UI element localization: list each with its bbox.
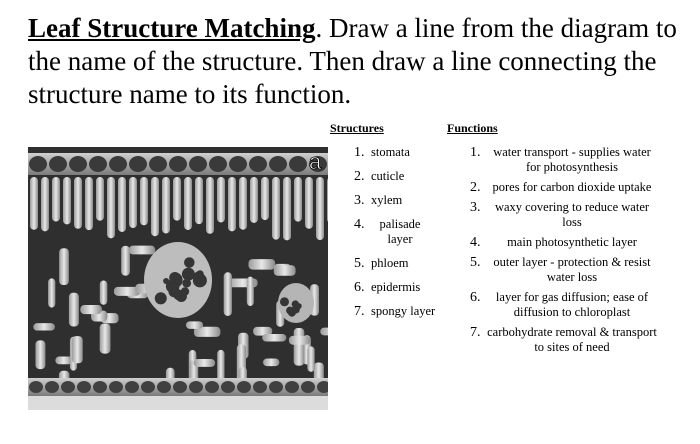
- palisade-cell: [63, 177, 71, 224]
- palisade-cell: [162, 177, 170, 233]
- vessel-cell: [292, 300, 299, 307]
- spongy-cell: [72, 336, 83, 363]
- structure-item: 5. phloem: [354, 256, 461, 271]
- structure-name: phloem: [371, 256, 409, 270]
- vessel-cell: [182, 268, 195, 281]
- spongy-cell: [193, 359, 215, 367]
- palisade-cell: [107, 177, 115, 238]
- palisade-cell: [85, 177, 93, 230]
- function-item: 5. outer layer - protection & resist water loss: [470, 255, 670, 285]
- epidermis-cell: [149, 156, 167, 172]
- epidermis-cell: [229, 156, 247, 172]
- spongy-cell: [129, 246, 155, 255]
- function-item: 6. layer for gas diffusion; ease of diffusion to chloroplast: [470, 290, 670, 320]
- spongy-cell: [294, 328, 305, 366]
- palisade-cell: [173, 177, 181, 221]
- spongy-cell: [59, 248, 69, 285]
- vessel-cell: [280, 297, 289, 306]
- vessel-cell: [182, 279, 191, 288]
- function-item: 3. waxy covering to reduce water loss: [470, 200, 670, 230]
- vascular-bundle: [144, 242, 212, 318]
- epidermis-cell: [157, 381, 171, 393]
- spongy-cell: [224, 272, 232, 316]
- structure-name: stomata: [371, 145, 410, 159]
- epidermis-cell: [29, 156, 47, 172]
- function-text: outer layer - protection & resist water loss: [493, 255, 651, 284]
- palisade-cell: [140, 177, 148, 225]
- spongy-cell: [248, 259, 275, 269]
- epidermis-cell: [169, 156, 187, 172]
- title-heading: Leaf Structure Matching: [28, 13, 316, 43]
- palisade-cell: [316, 177, 324, 240]
- structure-item: 2. cuticle: [354, 169, 461, 184]
- spongy-cell: [55, 357, 72, 365]
- epidermis-cell: [209, 156, 227, 172]
- epidermis-cell: [285, 381, 299, 393]
- vessel-cell: [155, 292, 167, 304]
- structure-item: 3. xylem: [354, 193, 461, 208]
- structure-name: epidermis: [371, 280, 421, 294]
- epidermis-cell: [253, 381, 267, 393]
- spongy-cell: [48, 278, 55, 307]
- palisade-cell: [305, 177, 313, 229]
- epidermis-cell: [269, 156, 287, 172]
- micrograph-label: a: [309, 149, 322, 174]
- spongy-cell: [262, 334, 286, 342]
- vessel-cell: [174, 276, 182, 284]
- epidermis-cell: [45, 381, 59, 393]
- epidermis-cell: [189, 156, 207, 172]
- structure-item: 1. stomata: [354, 145, 461, 160]
- palisade-cell: [261, 177, 269, 220]
- functions-heading: Functions: [447, 121, 498, 135]
- epidermis-cell: [109, 156, 127, 172]
- function-text: layer for gas diffusion; ease of diffusion to chloroplast: [495, 290, 649, 319]
- palisade-cell: [184, 177, 192, 230]
- structure-name: palisade layer: [379, 217, 421, 246]
- epidermis-cell: [141, 381, 155, 393]
- structures-heading: Structures: [330, 121, 384, 135]
- palisade-cell: [250, 177, 258, 223]
- epidermis-cell: [237, 381, 251, 393]
- palisade-cell: [272, 177, 280, 240]
- palisade-cell: [118, 177, 126, 232]
- palisade-cell: [239, 177, 247, 230]
- epidermis-cell: [289, 156, 307, 172]
- palisade-cell: [129, 177, 137, 228]
- spongy-cell: [33, 323, 55, 330]
- worksheet-title: [28, 12, 678, 111]
- function-item: 1. water transport - supplies water for photosynthesis: [470, 145, 670, 175]
- epidermis-cell: [69, 156, 87, 172]
- epidermis-cell: [173, 381, 187, 393]
- leaf-cross-section-image: [28, 147, 328, 410]
- function-text: waxy covering to reduce water loss: [494, 200, 650, 229]
- epidermis-cell: [89, 156, 107, 172]
- function-text: water transport - supplies water for photosynthesis: [493, 145, 651, 174]
- palisade-cell: [217, 177, 225, 222]
- palisade-cell: [283, 177, 291, 240]
- structure-name: xylem: [371, 193, 403, 207]
- epidermis-cell: [269, 381, 283, 393]
- epidermis-cell: [189, 381, 203, 393]
- spongy-cell: [35, 340, 45, 369]
- epidermis-cell: [109, 381, 123, 393]
- function-text: main photosynthetic layer: [507, 235, 637, 249]
- palisade-cell: [294, 177, 302, 222]
- spongy-cell: [100, 280, 108, 304]
- spongy-cell: [263, 359, 279, 367]
- vessel-cell: [286, 307, 294, 315]
- structure-item: 4. palisade layer: [354, 217, 461, 247]
- epidermis-cell: [77, 381, 91, 393]
- spongy-cell: [307, 346, 314, 371]
- spongy-cell: [289, 336, 310, 345]
- epidermis-cell: [301, 381, 315, 393]
- epidermis-cell: [205, 381, 219, 393]
- functions-list: [470, 145, 670, 360]
- palisade-cell: [30, 177, 38, 230]
- palisade-cell: [195, 177, 203, 224]
- palisade-cell: [52, 177, 60, 222]
- palisade-cell: [151, 177, 159, 236]
- vessel-cell: [184, 257, 195, 268]
- epidermis-cell: [221, 381, 235, 393]
- title-instructions: . Draw a line from the diagram to the name of the structure. Then draw a line connecting the structure name to its function.: [28, 13, 677, 109]
- leaf-micrograph: [28, 147, 328, 410]
- spongy-cell: [80, 305, 102, 314]
- spongy-cell: [247, 277, 254, 306]
- epidermis-cell: [29, 381, 43, 393]
- structures-list: [354, 145, 461, 328]
- function-text: carbohydrate removal & transport to sites of need: [487, 325, 657, 354]
- palisade-cell: [228, 177, 236, 231]
- palisade-cell: [74, 177, 82, 229]
- function-item: 7. carbohydrate removal & transport to sites of need: [470, 325, 657, 354]
- function-item: 4. main photosynthetic layer: [470, 235, 670, 250]
- spongy-cell: [320, 328, 328, 336]
- palisade-cell: [206, 177, 214, 234]
- palisade-cell: [327, 177, 328, 223]
- epidermis-cell: [129, 156, 147, 172]
- spongy-cell: [186, 321, 203, 329]
- epidermis-cell: [61, 381, 75, 393]
- palisade-cell: [41, 177, 49, 231]
- structure-item: 6. epidermis: [354, 280, 461, 295]
- spongy-cell: [100, 324, 111, 354]
- function-text: pores for carbon dioxide uptake: [492, 180, 652, 194]
- structure-item: 7. spongy layer: [354, 304, 461, 319]
- palisade-cell: [96, 177, 104, 221]
- epidermis-cell: [49, 156, 67, 172]
- spongy-cell: [274, 265, 296, 276]
- epidermis-cell: [93, 381, 107, 393]
- epidermis-cell: [249, 156, 267, 172]
- function-item: 2. pores for carbon dioxide uptake: [470, 180, 670, 195]
- spongy-cell: [121, 246, 130, 276]
- epidermis-cell: [125, 381, 139, 393]
- structure-name: spongy layer: [371, 304, 436, 318]
- spongy-cell: [69, 293, 79, 327]
- vessel-cell: [193, 273, 207, 287]
- structure-name: cuticle: [371, 169, 405, 183]
